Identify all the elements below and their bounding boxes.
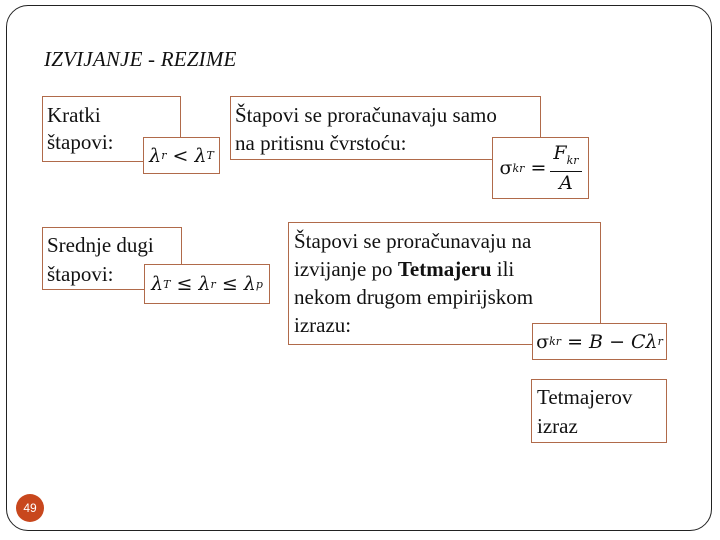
medium-bars-label-1: Srednje dugi (47, 233, 154, 257)
medium-bars-label-2: štapovi: (47, 262, 114, 286)
tetmajer-note-line-3: nekom drugom empirijskom (294, 285, 534, 309)
compression-formula-box (492, 137, 589, 199)
tetmajer-caption-line-1: Tetmajerov (537, 385, 633, 409)
short-bars-label-1: Kratki (47, 103, 101, 127)
tetmajer-note-line-2-pre: izvijanje po (294, 257, 398, 281)
compression-note-line-1: Štapovi se proračunavaju samo (235, 103, 497, 127)
slide-title: IZVIJANJE - REZIME (44, 47, 237, 71)
short-bars-condition (143, 137, 220, 174)
tetmajer-note-line-2-post: ili (491, 257, 515, 281)
tetmajer-caption-line-2: izraz (537, 414, 578, 438)
tetmajer-note-line-4: izrazu: (294, 313, 352, 337)
compression-note-line-2: na pritisnu čvrstoću: (235, 131, 407, 155)
tetmajer-note-line-2 (294, 256, 514, 283)
tetmajer-note-line-1: Štapovi se proračunavaju na (294, 229, 532, 253)
medium-bars-condition (144, 264, 270, 304)
medium-bars-condition-formula: λ T ≤ λ r ≤ λ p (151, 273, 263, 295)
short-bars-condition-formula: λ r < λ T (149, 144, 214, 167)
tetmajer-name-bold: Tetmajeru (397, 257, 492, 281)
tetmajer-formula-box (532, 323, 667, 360)
short-bars-label-2: štapovi: (47, 130, 114, 154)
compression-formula: σ kr = $\frac{F_{kr}}{A}$ (493, 138, 588, 198)
tetmajer-formula: σ kr = B − Cλ r (536, 330, 663, 353)
page-number-badge: 49 (16, 494, 44, 522)
